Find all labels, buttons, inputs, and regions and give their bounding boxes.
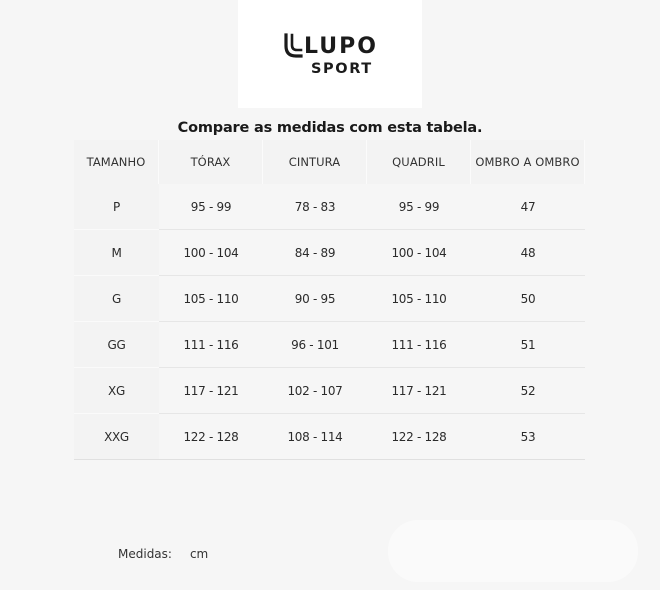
cintura-cell: 84 - 89	[263, 230, 367, 276]
ombro-cell: 51	[471, 322, 585, 368]
torax-cell: 105 - 110	[159, 276, 263, 322]
cintura-cell: 96 - 101	[263, 322, 367, 368]
quadril-cell: 100 - 104	[367, 230, 471, 276]
header-tamanho: TAMANHO	[74, 140, 159, 184]
ombro-cell: 50	[471, 276, 585, 322]
cintura-cell: 90 - 95	[263, 276, 367, 322]
quadril-cell: 111 - 116	[367, 322, 471, 368]
measurement-unit-note	[118, 547, 208, 561]
size-cell: M	[74, 230, 159, 276]
ombro-cell: 53	[471, 414, 585, 460]
header-cintura: CINTURA	[263, 140, 367, 184]
torax-cell: 95 - 99	[159, 184, 263, 230]
size-cell: GG	[74, 322, 159, 368]
table-title: Compare as medidas com esta tabela.	[177, 120, 483, 136]
background-shape	[388, 520, 638, 582]
torax-cell: 111 - 116	[159, 322, 263, 368]
table-header-row	[74, 140, 585, 184]
cintura-cell: 102 - 107	[263, 368, 367, 414]
header-torax: TÓRAX	[159, 140, 263, 184]
ombro-cell: 48	[471, 230, 585, 276]
cintura-cell: 78 - 83	[263, 184, 367, 230]
measurement-unit: cm	[189, 547, 209, 561]
torax-cell: 117 - 121	[159, 368, 263, 414]
quadril-cell: 122 - 128	[367, 414, 471, 460]
logo-text-sport: SPORT	[311, 61, 373, 77]
quadril-cell: 95 - 99	[367, 184, 471, 230]
torax-cell: 100 - 104	[159, 230, 263, 276]
size-cell: XXG	[74, 414, 159, 460]
logo-text-lupo: LUPO	[304, 34, 378, 59]
table-row	[74, 184, 585, 230]
table-row	[74, 230, 585, 276]
quadril-cell: 117 - 121	[367, 368, 471, 414]
header-ombro-a-ombro: OMBRO A OMBRO	[471, 140, 585, 184]
table-row	[74, 276, 585, 322]
measurement-label: Medidas:	[118, 547, 172, 561]
header-quadril: QUADRIL	[367, 140, 471, 184]
cintura-cell: 108 - 114	[263, 414, 367, 460]
ombro-cell: 47	[471, 184, 585, 230]
size-cell: XG	[74, 368, 159, 414]
quadril-cell: 105 - 110	[367, 276, 471, 322]
size-cell: G	[74, 276, 159, 322]
lupo-sport-logo	[283, 30, 383, 78]
size-cell: P	[74, 184, 159, 230]
table-row	[74, 368, 585, 414]
table-row	[74, 414, 585, 460]
size-chart-table	[74, 140, 585, 460]
table-row	[74, 322, 585, 368]
torax-cell: 122 - 128	[159, 414, 263, 460]
ombro-cell: 52	[471, 368, 585, 414]
